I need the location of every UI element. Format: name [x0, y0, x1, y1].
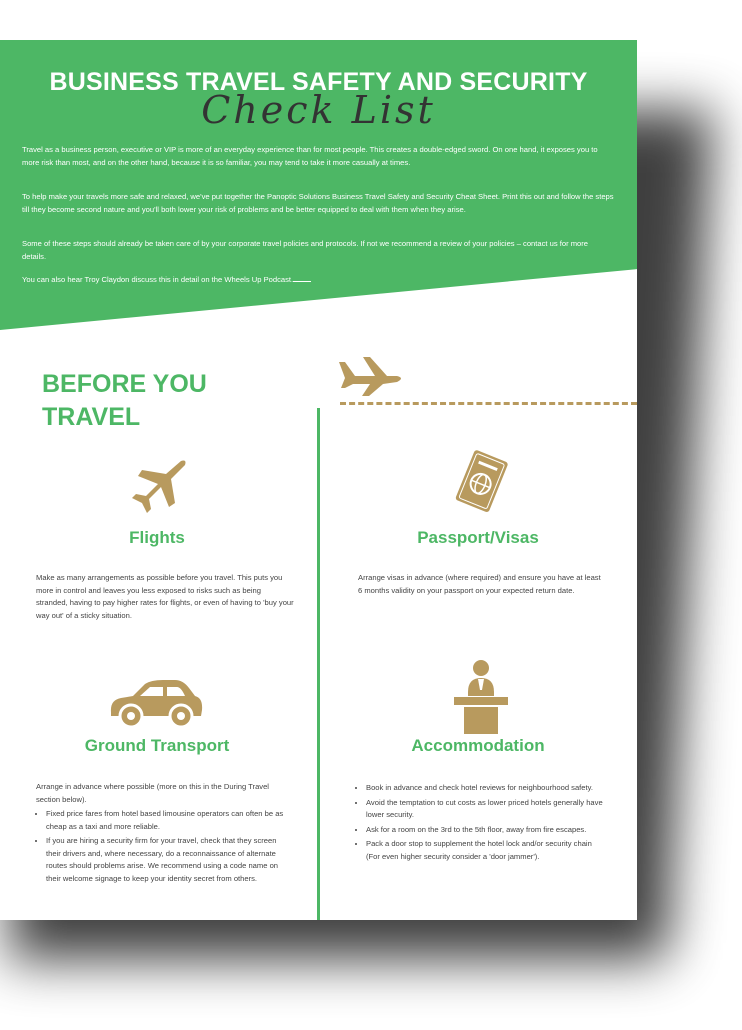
- accommodation-list: [356, 782, 606, 866]
- intro-paragraph: Some of these steps should already be taken care of by your corporate travel policies and protocols. If not we recommend a review of your policies – contact us for more details.: [22, 239, 589, 261]
- section-heading: BEFORE YOU TRAVEL: [42, 370, 207, 431]
- passport-text: Arrange visas in advance (where required) and ensure you have at least 6 months validity on your passport on your expected return date.: [358, 573, 601, 595]
- passport-icon: [445, 448, 517, 518]
- checklist-page: [0, 40, 637, 920]
- page-subtitle: Check List: [201, 88, 436, 132]
- intro-paragraph: To help make your travels more safe and relaxed, we've put together the Panoptic Solutions Business Travel Safety and Security Cheat Sheet. Print this out and follow the steps till they become second nature and you'll both lower your risk of problems and be better equipped to deal with them when they arise.: [22, 192, 614, 214]
- list-item: • Pack a door stop to supplement the hotel lock and/or security chain (For even higher security consider a 'door jammer').: [366, 838, 606, 863]
- reception-desk-icon: [452, 660, 510, 734]
- plane-small-icon: [335, 354, 405, 398]
- flights-title: Flights: [129, 528, 185, 547]
- page-title: BUSINESS TRAVEL SAFETY AND SECURITY: [49, 68, 588, 96]
- passport-title: Passport/Visas: [417, 528, 539, 547]
- list-item: • Avoid the temptation to cut costs as lower priced hotels generally have lower security.: [366, 797, 606, 822]
- podcast-link-line[interactable]: [293, 281, 311, 282]
- list-item: • Ask for a room on the 3rd to the 5th floor, away from fire escapes.: [366, 824, 606, 837]
- column-divider: [317, 408, 320, 920]
- ground-transport-list: [36, 808, 291, 888]
- list-item: • Book in advance and check hotel reviews for neighbourhood safety.: [366, 782, 606, 795]
- car-icon: [107, 674, 205, 730]
- intro-paragraph: Travel as a business person, executive or VIP is more of an everyday experience than for most people. This creates a double-edged sword. On one hand, it exposes you to more risk than most, and on the other hand, because it is so familiar, you may tend to take it more casually at times.: [22, 145, 598, 167]
- dashed-route-line: [340, 402, 637, 405]
- podcast-text: You can also hear Troy Claydon discuss this in detail on the Wheels Up Podcast.: [22, 275, 294, 284]
- flights-text: Make as many arrangements as possible before you travel. This puts you more in control and leaves you less exposed to risks such as being stranded, having to pay higher rates for flights, or even of having to 'buy your way out' of a sticky situation.: [36, 573, 294, 620]
- ground-transport-intro: Arrange in advance where possible (more on this in the During Travel section below).: [36, 782, 269, 804]
- accommodation-title: Accommodation: [411, 736, 545, 755]
- ground-transport-title: Ground Transport: [84, 736, 230, 755]
- plane-icon: [123, 457, 189, 523]
- list-item: • If you are hiring a security firm for your travel, check that they screen their drivers and, where necessary, do a reconnaissance of alternate routes should problems arise. We recommend using a code name on their welcome signage to keep your identity secret from others.: [46, 835, 291, 885]
- list-item: • Fixed price fares from hotel based limousine operators can often be as cheap as a taxi and more reliable.: [46, 808, 291, 833]
- podcast-paragraph: [22, 273, 614, 286]
